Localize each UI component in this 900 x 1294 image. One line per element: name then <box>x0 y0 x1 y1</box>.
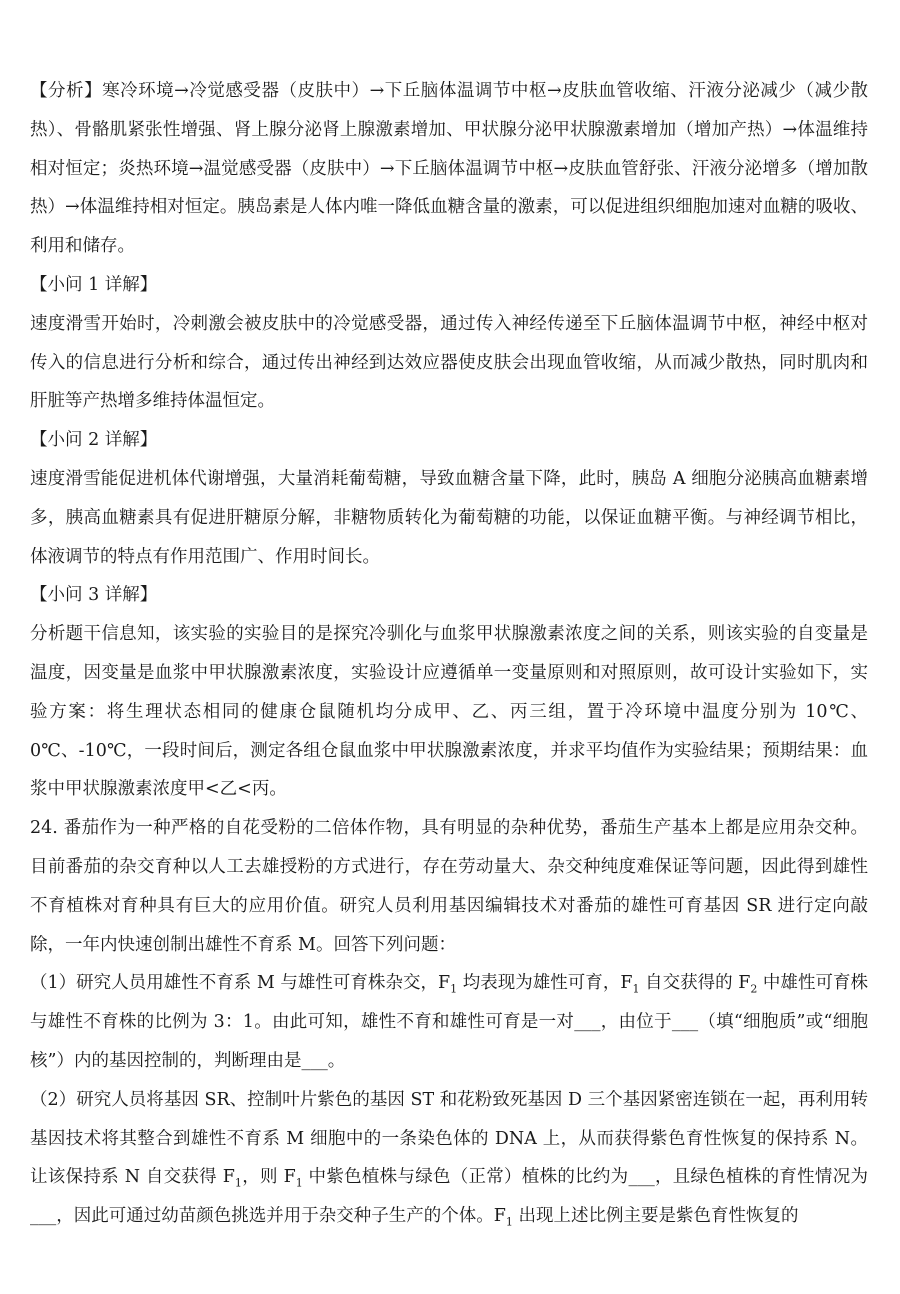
q3-paragraph: 分析题干信息知，该实验的实验目的是探究冷驯化与血浆甲状腺激素浓度之间的关系，则该实验的自变量是温度，因变量是血浆中甲状腺激素浓度，实验设计应遵循单一变量原则和对照原则，故可设计实验如下，实验方案：将生理状态相同的健康仓鼠随机均分成甲、乙、丙三组，置于冷环境中温度分别为 10℃、0℃、-10℃，一段时间后，测定各组仓鼠血浆中甲状腺激素浓度，并求平均值作为实验结果；预期结果：血浆中甲状腺激素浓度甲<乙<丙。 <box>30 624 868 800</box>
analysis-text: 寒冷环境→冷觉感受器（皮肤中）→下丘脑体温调节中枢→皮肤血管收缩、汗液分泌减少（减少散热）、骨骼肌紧张性增强、肾上腺分泌肾上腺激素增加、甲状腺分泌甲状腺激素增加（增加产热）→体温维持相对恒定；炎热环境→温觉感受器（皮肤中）→下丘脑体温调节中枢→皮肤血管舒张、汗液分泌增多（增加散热）→体温维持相对恒定。胰岛素是人体内唯一降低血糖含量的激素，可以促进组织细胞加速对血糖的吸收、利用和储存。 <box>30 81 868 257</box>
q1-heading: 【小问 1 详解】 <box>30 274 158 295</box>
part1-text-c: 自交获得的 F <box>639 973 751 994</box>
part2-text-a: （2）研究人员将基因 SR、控制叶片紫色的基因 ST 和花粉致死基因 D 三个基因紧密连锁在一起，再利用转基因技术将其整合到雄性不育系 M 细胞中的一条染色体的 DNA 上，从而获得紫色育性恢复的保持系 N。让该保持系 N 自交获得 F <box>30 1089 868 1188</box>
analysis-label: 【分析】 <box>30 81 103 101</box>
analysis-paragraph <box>30 72 868 266</box>
document-page <box>30 72 868 1236</box>
part1-text-b: 均表现为雄性可育，F <box>457 973 633 994</box>
part1-sub-2: 1 <box>632 982 640 996</box>
question-24-stem: 24. 番茄作为一种严格的自花受粉的二倍体作物，具有明显的杂种优势，番茄生产基本上都是应用杂交种。目前番茄的杂交育种以人工去雄授粉的方式进行，存在劳动量大、杂交种纯度难保证等问题，因此得到雄性不育植株对育种具有巨大的应用价值。研究人员利用基因编辑技术对番茄的雄性可育基因 SR 进行定向敲除，一年内快速创制出雄性不育系 M。回答下列问题： <box>30 818 868 955</box>
part2-text-c: 中紫色植株与绿色（正常）植株的比约为___，且绿色植株的育性情况为___，因此可通过幼苗颜色挑选并用于杂交种子生产的个体。F <box>30 1167 868 1227</box>
part1-sub-3: 2 <box>750 982 758 996</box>
part2-sub-1: 1 <box>234 1176 242 1190</box>
part1-sub-1: 1 <box>450 982 458 996</box>
q3-heading: 【小问 3 详解】 <box>30 585 158 606</box>
part2-sub-3: 1 <box>505 1215 513 1229</box>
q1-paragraph: 速度滑雪开始时，冷刺激会被皮肤中的冷觉感受器，通过传入神经传递至下丘脑体温调节中枢，神经中枢对传入的信息进行分析和综合，通过传出神经到达效应器使皮肤会出现血管收缩，从而减少散热，同时肌肉和肝脏等产热增多维持体温恒定。 <box>30 313 868 412</box>
part1-text-d: 中雄性可育株与雄性不育株的比例为 3：1。由此可知，雄性不育和雄性可育是一对___，由位于___（填“细胞质”或“细胞核”）内的基因控制的，判断理由是___。 <box>30 973 868 1071</box>
part2-text-b: ，则 F <box>241 1167 296 1188</box>
q2-paragraph: 速度滑雪能促进机体代谢增强，大量消耗葡萄糖，导致血糖含量下降，此时，胰岛 A 细胞分泌胰高血糖素增多，胰高血糖素具有促进肝糖原分解，非糖物质转化为葡萄糖的功能，以保证血糖平衡。与神经调节相比，体液调节的特点有作用范围广、作用时间长。 <box>30 468 868 567</box>
part2-sub-2: 1 <box>295 1176 303 1190</box>
question-24-part-2 <box>30 1081 868 1236</box>
q2-heading: 【小问 2 详解】 <box>30 430 158 451</box>
question-24-part-1 <box>30 964 868 1080</box>
part2-text-d: 出现上述比例主要是紫色育性恢复的 <box>512 1206 799 1227</box>
part1-text-a: （1）研究人员用雄性不育系 M 与雄性可育株杂交，F <box>30 973 451 994</box>
